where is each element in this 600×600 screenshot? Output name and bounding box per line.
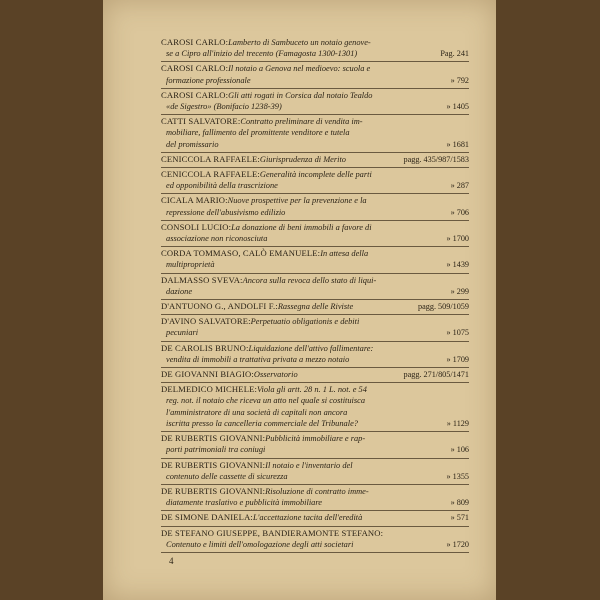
entry-author: CAROSI CARLO: <box>161 63 229 74</box>
entry-line <box>161 286 469 297</box>
entry-author: DALMASSO SVEVA: <box>161 274 243 285</box>
entry-author: DE GIOVANNI BIAGIO: <box>161 369 254 380</box>
entry-line <box>161 471 469 482</box>
entry-page-ref: » 1405 <box>446 102 469 112</box>
entry-title: Il notaio e l'inventario del <box>265 460 353 470</box>
entry-line <box>161 444 469 455</box>
book-page <box>103 0 496 600</box>
entry-page-ref: » 1709 <box>446 354 469 364</box>
entry-author: CENICCOLA RAFFAELE: <box>161 153 260 164</box>
entry-line <box>161 275 469 286</box>
index-entry <box>161 36 469 62</box>
entry-title: Generalità incomplete delle parti <box>259 170 372 180</box>
entry-title: iscritta presso la cancelleria commerciale del Tribunale? <box>166 418 358 428</box>
index-entry <box>161 511 469 526</box>
entry-line <box>161 395 469 406</box>
entry-page-ref: pagg. 435/987/1583 <box>403 154 469 164</box>
page-number: 4 <box>169 556 174 566</box>
entry-page-ref: Pag. 241 <box>440 49 469 59</box>
entry-page-ref: » 1075 <box>446 328 469 338</box>
entry-line <box>161 248 469 259</box>
entry-title: Viola gli artt. 28 n. 1 L. not. e 54 <box>257 385 367 395</box>
index-entry <box>161 527 469 553</box>
entry-page-ref: » 1439 <box>446 260 469 270</box>
entry-line <box>161 222 469 233</box>
entry-title: ed opponibilità della trascrizione <box>166 181 278 191</box>
entry-title: mobiliare, fallimento del promittente venditore e tutela <box>166 128 350 138</box>
index-entries <box>161 36 469 553</box>
entry-line <box>161 233 469 244</box>
entry-line <box>161 354 469 365</box>
index-entry <box>161 194 469 220</box>
entry-title: Giurisprudenza di Merito <box>259 154 346 164</box>
entry-title: dazione <box>166 286 193 296</box>
index-entry <box>161 300 469 315</box>
index-entry <box>161 368 469 383</box>
entry-line <box>161 433 469 444</box>
entry-page-ref: » 571 <box>450 513 469 523</box>
entry-line <box>161 48 469 59</box>
entry-author: DE RUBERTIS GIOVANNI: <box>161 459 266 470</box>
entry-page-ref: » 706 <box>450 207 469 217</box>
entry-title: Nuove prospettive per la prevenzione e la <box>227 196 367 206</box>
entry-title: Pubblicità immobiliare e rap- <box>265 434 366 444</box>
entry-title: Contenuto e limiti dell'omologazione degli atti societari <box>166 539 354 549</box>
index-entry <box>161 62 469 88</box>
index-entry <box>161 247 469 273</box>
entry-author: CICALA MARIO: <box>161 195 228 206</box>
entry-page-ref: » 1720 <box>446 539 469 549</box>
entry-title: del promissario <box>166 139 219 149</box>
entry-title: Liquidazione dell'attivo fallimentare: <box>248 343 374 353</box>
entry-author: DELMEDICO MICHELE: <box>161 384 258 395</box>
entry-page-ref: pagg. 509/1059 <box>418 302 469 312</box>
entry-author: D'AVINO SALVATORE: <box>161 316 251 327</box>
entry-line <box>161 207 469 218</box>
entry-title: repressione dell'abusivismo edilizio <box>166 207 286 217</box>
index-entry <box>161 383 469 432</box>
entry-author: DE RUBERTIS GIOVANNI: <box>161 485 266 496</box>
entry-line <box>161 418 469 429</box>
entry-line <box>161 154 469 165</box>
entry-line <box>161 259 469 270</box>
entry-page-ref: » 809 <box>450 498 469 508</box>
entry-line <box>161 539 469 550</box>
entry-title: formazione professionale <box>166 75 251 85</box>
entry-page-ref: » 1129 <box>446 418 469 428</box>
entry-line <box>161 369 469 380</box>
entry-line <box>161 127 469 138</box>
entry-author: D'ANTUONO G., ANDOLFI F.: <box>161 301 278 312</box>
index-entry <box>161 221 469 247</box>
entry-line <box>161 316 469 327</box>
index-entry <box>161 342 469 368</box>
entry-title: Osservatorio <box>253 370 298 380</box>
entry-title: Ancora sulla revoca dello stato di liqui- <box>242 275 377 285</box>
entry-author: CATTI SALVATORE: <box>161 116 241 127</box>
entry-line <box>161 301 469 312</box>
entry-title: L'accettazione tacita dell'eredità <box>252 513 363 523</box>
entry-title: pecuniari <box>166 328 199 338</box>
entry-title: Contratto preliminare di vendita im- <box>240 117 363 127</box>
index-entry <box>161 168 469 194</box>
entry-page-ref: » 1681 <box>446 139 469 149</box>
entry-line <box>161 37 469 48</box>
entry-line <box>161 407 469 418</box>
index-entry <box>161 485 469 511</box>
index-entry <box>161 153 469 168</box>
entry-title: Lamberto di Sambuceto un notaio genove- <box>228 38 371 47</box>
index-entry <box>161 274 469 300</box>
entry-author: DE CAROLIS BRUNO: <box>161 342 249 353</box>
entry-title: se a Cipro all'inizio del trecento (Famagosta 1300-1301) <box>166 49 358 59</box>
entry-line <box>161 169 469 180</box>
entry-title: associazione non riconosciuta <box>166 234 268 244</box>
entry-line <box>161 327 469 338</box>
entry-title: Perpetuatio obligationis e debiti <box>250 317 360 327</box>
entry-title: Risoluzione di contratto imme- <box>265 486 369 496</box>
entry-line <box>161 90 469 101</box>
entry-title: «de Sigestro» (Bonifacio 1238-39) <box>166 102 282 112</box>
entry-line <box>161 116 469 127</box>
entry-title: porti patrimoniali tra coniugi <box>166 445 266 455</box>
index-entry <box>161 459 469 485</box>
entry-page-ref: » 106 <box>450 445 469 455</box>
entry-title: multiproprietà <box>166 260 215 270</box>
entry-line <box>161 195 469 206</box>
entry-page-ref: » 287 <box>450 181 469 191</box>
entry-page-ref: » 792 <box>450 75 469 85</box>
index-entry <box>161 115 469 153</box>
entry-page-ref: » 299 <box>450 286 469 296</box>
entry-author: DE SIMONE DANIELA: <box>161 512 253 523</box>
entry-title: In attesa della <box>320 249 369 259</box>
entry-title: vendita di immobili a trattativa privata a mezzo notaio <box>166 354 350 364</box>
entry-page-ref: » 1355 <box>446 471 469 481</box>
index-entry <box>161 315 469 341</box>
entry-line <box>161 384 469 395</box>
entry-title: Rassegna delle Riviste <box>277 302 354 312</box>
entry-line <box>161 460 469 471</box>
entry-title: contenuto delle cassette di sicurezza <box>166 471 288 481</box>
entry-title: Gli atti rogati in Corsica dal notaio Tealdo <box>228 90 373 100</box>
entry-line <box>161 139 469 150</box>
index-entry <box>161 89 469 115</box>
entry-line <box>161 101 469 112</box>
entry-title: Il notaio a Genova nel medioevo: scuola e <box>228 64 371 74</box>
entry-title: La donazione di beni immobili a favore di <box>231 222 372 232</box>
entry-line <box>161 528 469 539</box>
entry-line <box>161 75 469 86</box>
entry-line <box>161 497 469 508</box>
entry-title: reg. not. il notaio che riceva un atto nel quale si costituisca <box>166 396 366 406</box>
entry-line <box>161 63 469 74</box>
entry-author: CONSOLI LUCIO: <box>161 221 232 232</box>
entry-page-ref: » 1700 <box>446 234 469 244</box>
entry-line <box>161 486 469 497</box>
entry-author: DE RUBERTIS GIOVANNI: <box>161 433 266 444</box>
entry-page-ref: pagg. 271/805/1471 <box>403 370 469 380</box>
entry-title: l'amministratore di una società di capitali non ancora <box>166 407 348 417</box>
entry-author: CAROSI CARLO: <box>161 37 229 47</box>
entry-author: CENICCOLA RAFFAELE: <box>161 169 260 180</box>
entry-author: CORDA TOMMASO, CALÒ EMANUELE: <box>161 248 321 259</box>
index-entry <box>161 432 469 458</box>
entry-line <box>161 180 469 191</box>
entry-line <box>161 512 469 523</box>
entry-author: CAROSI CARLO: <box>161 89 229 100</box>
entry-author: DE STEFANO GIUSEPPE, BANDIERAMONTE STEFANO: <box>161 527 384 538</box>
entry-title: diatamente traslativo e pubblicità immobiliare <box>166 498 323 508</box>
entry-line <box>161 343 469 354</box>
